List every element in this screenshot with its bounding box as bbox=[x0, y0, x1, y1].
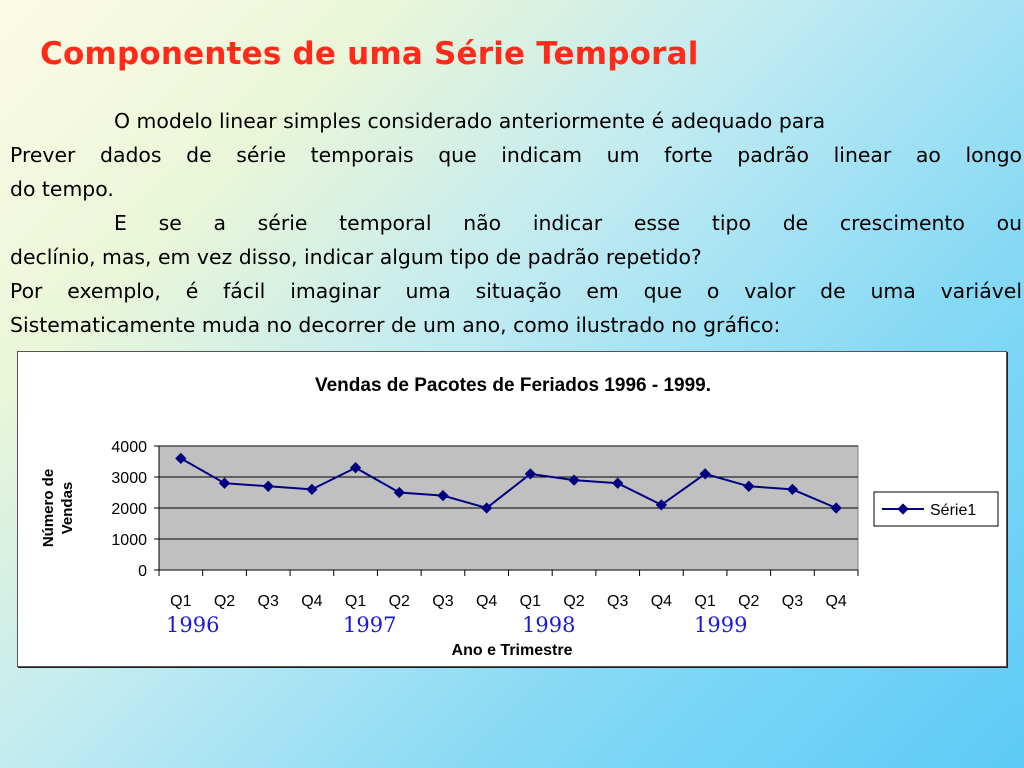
y-tick-label: 4000 bbox=[111, 439, 147, 456]
paragraph-line-6: Por exemplo, é fácil imaginar uma situação em que o valor de uma variável bbox=[10, 279, 1022, 303]
x-tick-label: Q1 bbox=[344, 593, 367, 610]
x-tick-label: Q1 bbox=[170, 593, 192, 610]
paragraph-line-3: do tempo. bbox=[10, 177, 114, 201]
x-tick-label: Q4 bbox=[825, 593, 847, 610]
year-label-1999: 1999 bbox=[694, 613, 748, 637]
x-axis-title: Ano e Trimestre bbox=[451, 642, 573, 659]
year-label-1998: 1998 bbox=[522, 613, 576, 637]
x-tick-label: Q3 bbox=[432, 593, 454, 610]
legend bbox=[874, 492, 998, 526]
x-tick-label: Q1 bbox=[519, 593, 542, 610]
x-tick-label: Q3 bbox=[607, 593, 629, 610]
x-tick-label: Q2 bbox=[563, 593, 585, 610]
x-tick-label: Q4 bbox=[301, 593, 323, 610]
x-tick-label: Q4 bbox=[475, 593, 498, 610]
x-tick-label: Q1 bbox=[694, 593, 716, 610]
x-tick-label: Q3 bbox=[781, 593, 804, 610]
y-axis-title-line-1: Número de bbox=[40, 468, 57, 548]
paragraph-line-7: Sistematicamente muda no decorrer de um ano, como ilustrado no gráfico: bbox=[10, 313, 781, 337]
paragraph-line-2: Prever dados de série temporais que indicam um forte padrão linear ao longo bbox=[10, 143, 1022, 167]
x-tick-label: Q2 bbox=[738, 593, 760, 610]
x-tick-label: Q2 bbox=[213, 593, 236, 610]
legend-series-label: Série1 bbox=[930, 502, 977, 519]
chart-title: Vendas de Pacotes de Feriados 1996 - 1999. bbox=[314, 375, 712, 396]
y-tick-label: 0 bbox=[138, 563, 147, 580]
x-tick-label: Q2 bbox=[388, 593, 410, 610]
x-tick-label: Q3 bbox=[257, 593, 279, 610]
year-label-1996: 1996 bbox=[166, 613, 220, 637]
paragraph-line-1: O modelo linear simples considerado anteriormente é adequado para bbox=[114, 109, 826, 133]
slide-title: Componentes de uma Série Temporal bbox=[40, 36, 699, 72]
x-tick-label: Q4 bbox=[650, 593, 673, 610]
y-axis-title-line-2: Vendas bbox=[59, 481, 76, 535]
paragraph-line-4: E se a série temporal não indicar esse tipo de crescimento ou bbox=[114, 211, 1022, 235]
slide-body-text bbox=[10, 104, 1022, 342]
year-label-1997: 1997 bbox=[343, 613, 397, 637]
y-tick-label: 1000 bbox=[111, 532, 147, 549]
paragraph-line-5: declínio, mas, em vez disso, indicar algum tipo de padrão repetido? bbox=[10, 245, 702, 269]
y-tick-label: 3000 bbox=[111, 470, 147, 487]
y-tick-label: 2000 bbox=[111, 501, 147, 518]
